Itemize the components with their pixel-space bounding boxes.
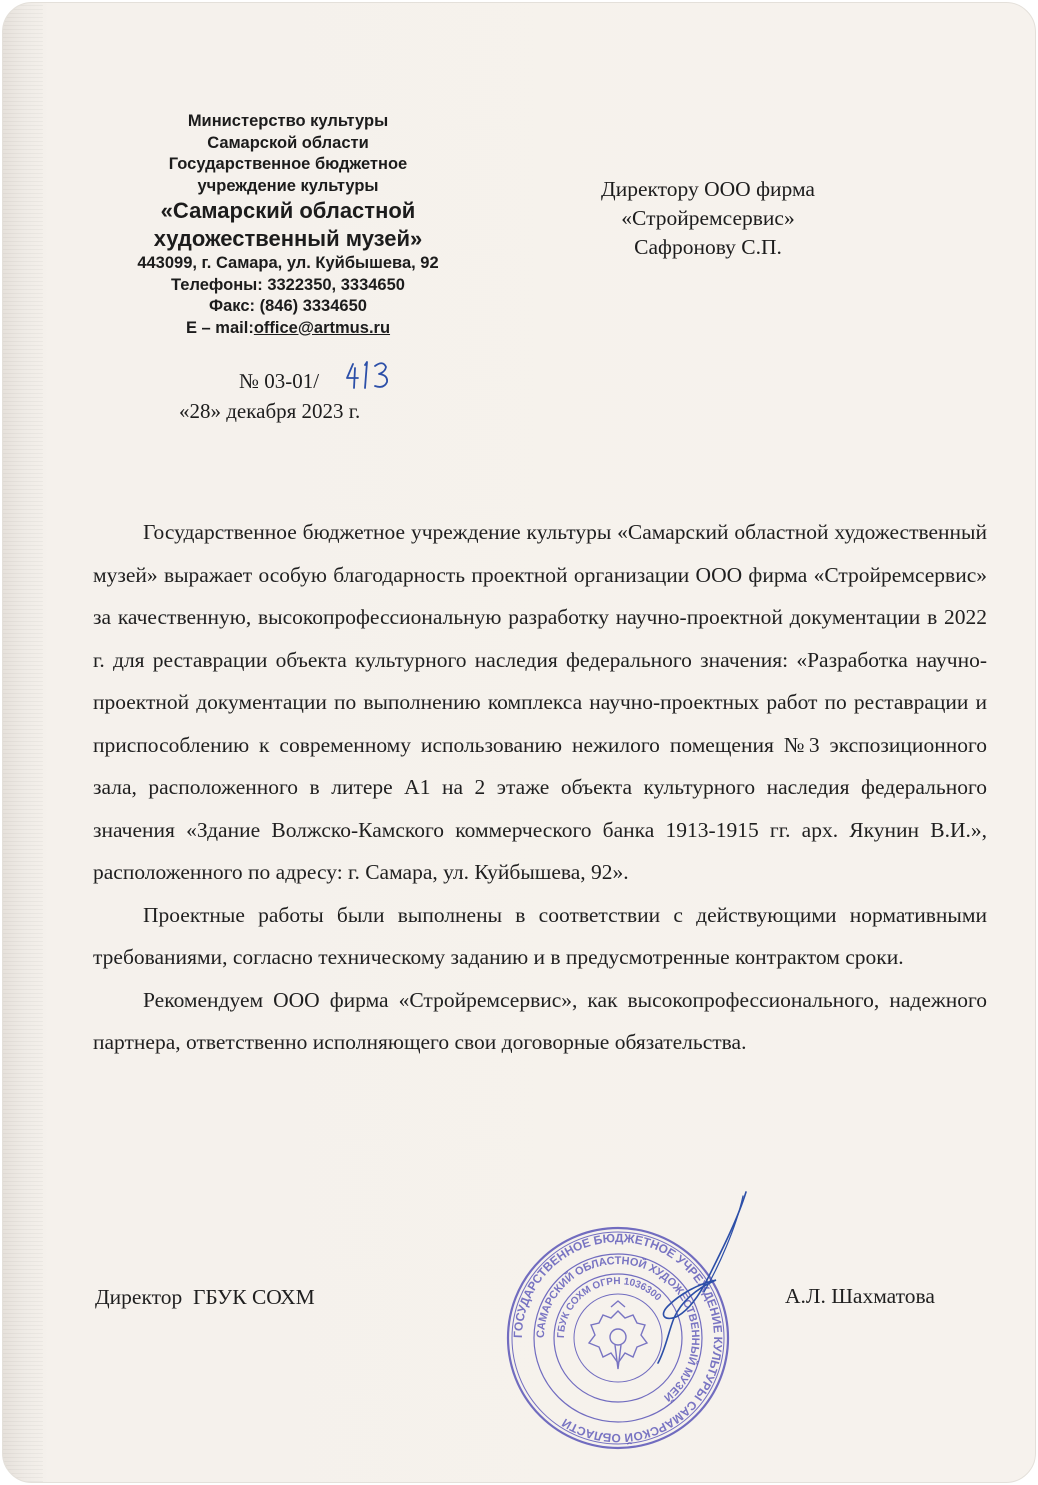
letterhead-institution-line2: учреждение культуры [197, 176, 379, 195]
addressee-block [563, 175, 853, 262]
stamp-inner-ring-text: ГБУК СОХМ ОГРН 1036300 [555, 1275, 664, 1339]
body-paragraph-3: Рекомендуем ООО фирма «Стройремсервис», как высокопрофессионального, надежного партнера, ответственно исполняющего свои договорные обязательства. [93, 987, 987, 1054]
reference-number: № 03-01/ [239, 369, 320, 393]
letterhead [98, 111, 478, 339]
letterhead-museum-name-line1: «Самарский областной [160, 198, 416, 223]
letterhead-email-line [98, 318, 478, 340]
body-paragraph-2: Проектные работы были выполнены в соответствии с действующими нормативными требованиями, согласно техническому заданию и в предусмотренные контрактом сроки. [93, 902, 987, 969]
body-paragraph-1: Государственное бюджетное учреждение культуры «Самарский областной художественный музей» выражает особую благодарность проектной организации ООО фирма «Стройремсервис» за качественную, высокопрофессиональную разработку научно-проектной документации в 2022 г. для реставрации объекта культурного наследия федерального значения: «Разработка научно-проектной документации по выполнению комплекса научно-проектных работ по реставрации и приспособлению к современному использованию нежилого помещения №3 экспозиционного зала, расположенного в литере А1 на 2 этаже объекта культурного наследия федерального значения «Здание Волжско-Камского коммерческого банка 1913-1915 гг. арх. Якунин В.И.», расположенного по адресу: г. Самара, ул. Куйбышева, 92». [93, 520, 987, 884]
addressee-line3: Сафронову С.П. [634, 235, 782, 259]
stamp-middle-ring-text: САМАРСКИЙ ОБЛАСТНОЙ ХУДОЖЕСТВЕННЫЙ МУЗЕЙ [534, 1254, 702, 1404]
signatory-name: А.Л. Шахматова [785, 1284, 935, 1308]
handwritten-reference-number [343, 358, 399, 398]
signatory-position: Директор ГБУК СОХМ [95, 1285, 315, 1309]
addressee-line1: Директору ООО фирма [601, 177, 815, 201]
letterhead-ministry-line2: Самарской области [207, 133, 369, 152]
letterhead-museum-name-line2: художественный музей» [153, 226, 423, 251]
letterhead-institution-line1: Государственное бюджетное [168, 155, 408, 173]
letter-page [2, 2, 1036, 1483]
addressee-line2: «Стройремсервис» [621, 206, 795, 230]
letter-body [93, 511, 987, 1064]
letterhead-address: 443099, г. Самара, ул. Куйбышева, 92 [137, 254, 439, 272]
paper-edge-shading [3, 3, 43, 1482]
handwritten-signature [618, 1188, 758, 1378]
stamp-outer-ring-text: ГОСУДАРСТВЕННОЕ БЮДЖЕТНОЕ УЧРЕЖДЕНИЕ КУЛЬТУРЫ САМАРСКОЙ ОБЛАСТИ [510, 1230, 726, 1446]
email-label: Е – mail: [185, 318, 254, 337]
letterhead-ministry-line1: Министерство культуры [187, 112, 389, 130]
email-link[interactable]: office@artmus.ru [253, 318, 391, 337]
letter-date: «28» декабря 2023 г. [179, 399, 361, 423]
letterhead-fax: Факс: (846) 3334650 [209, 297, 367, 315]
letterhead-phones: Телефоны: 3322350, 3334650 [171, 275, 405, 294]
